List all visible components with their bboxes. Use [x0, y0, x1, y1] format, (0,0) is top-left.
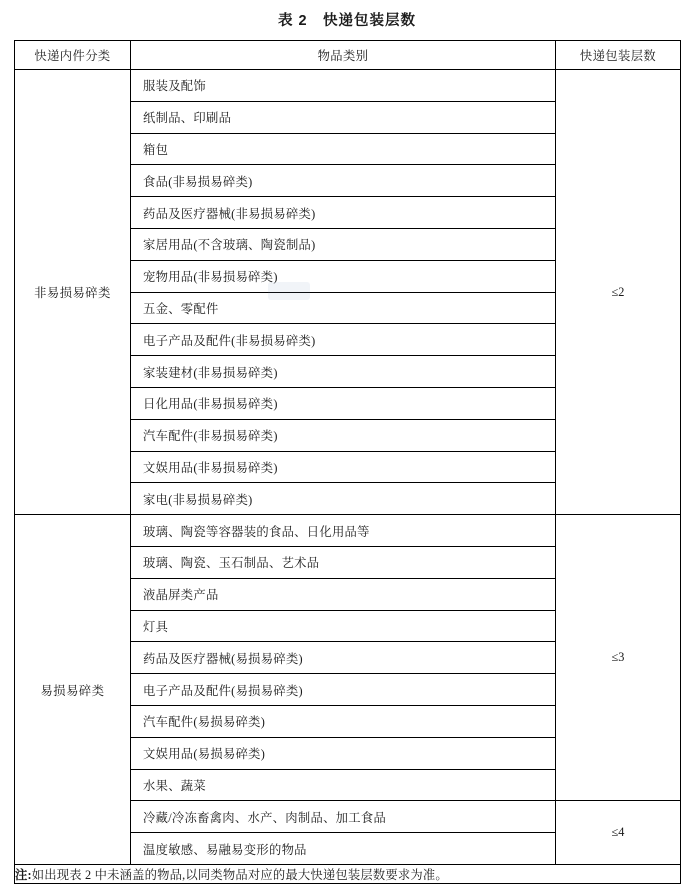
item-label: 服装及配饰 — [131, 70, 555, 101]
category-cell-fragile: 易损易碎类 — [15, 515, 131, 865]
items-list-fragile-3 — [131, 515, 555, 800]
table-row — [15, 515, 681, 801]
item-label: 文娱用品(易损易碎类) — [131, 737, 555, 769]
item-label: 宠物用品(非易损易碎类) — [131, 260, 555, 292]
item-label: 汽车配件(非易损易碎类) — [131, 419, 555, 451]
list-item — [131, 260, 555, 292]
table-header-row — [15, 41, 681, 70]
list-item — [131, 228, 555, 260]
item-label: 家电(非易损易碎类) — [143, 492, 253, 507]
list-item — [131, 101, 555, 133]
table-title: 表 2 快递包装层数 — [277, 13, 417, 29]
items-list-nonfragile — [131, 70, 555, 514]
list-item — [131, 292, 555, 324]
item-label: 药品及医疗器械(非易损易碎类) — [131, 197, 555, 229]
list-item — [131, 387, 555, 419]
layers-cell-fragile-4: ≤4 — [556, 801, 681, 865]
table-note-row — [15, 864, 681, 883]
list-item — [131, 705, 555, 737]
list-item — [131, 833, 555, 864]
list-item — [131, 451, 555, 483]
list-item — [131, 419, 555, 451]
item-label: 电子产品及配件(非易损易碎类) — [131, 324, 555, 356]
item-label: 冷藏/冷冻畜禽肉、水产、肉制品、加工食品 — [131, 801, 555, 832]
list-item — [131, 70, 555, 101]
items-cell-fragile-3 — [131, 515, 556, 801]
item-label: 家居用品(不含玻璃、陶瓷制品) — [131, 228, 555, 260]
list-item — [131, 197, 555, 229]
items-cell-nonfragile — [131, 70, 556, 515]
category-cell-nonfragile: 非易损易碎类 — [15, 70, 131, 515]
item-label: 药品及医疗器械(易损易碎类) — [131, 642, 555, 674]
item-label: 五金、零配件 — [131, 292, 555, 324]
layers-cell-nonfragile: ≤2 — [556, 70, 681, 515]
list-item — [131, 483, 555, 514]
item-label: 食品(非易损易碎类) — [131, 165, 555, 197]
list-item — [131, 642, 555, 674]
list-item — [131, 165, 555, 197]
item-label: 箱包 — [131, 133, 555, 165]
list-item — [131, 737, 555, 769]
list-item — [131, 769, 555, 800]
header-category: 快递内件分类 — [15, 41, 131, 70]
item-label: 家装建材(非易损易碎类) — [131, 356, 555, 388]
header-item-type: 物品类别 — [131, 41, 556, 70]
list-item — [131, 324, 555, 356]
list-item — [131, 610, 555, 642]
item-label: 日化用品(非易损易碎类) — [131, 387, 555, 419]
list-item — [131, 674, 555, 706]
list-item — [131, 578, 555, 610]
table-wrapper — [0, 40, 694, 884]
item-label: 水果、蔬菜 — [143, 778, 206, 793]
item-label: 玻璃、陶瓷等容器装的食品、日化用品等 — [131, 515, 555, 546]
item-label: 玻璃、陶瓷、玉石制品、艺术品 — [131, 546, 555, 578]
table-note — [15, 864, 681, 883]
note-text: 如出现表 2 中未涵盖的物品,以同类物品对应的最大快递包装层数要求为准。 — [31, 867, 448, 882]
item-label: 灯具 — [131, 610, 555, 642]
item-label: 汽车配件(易损易碎类) — [131, 705, 555, 737]
packaging-layers-table — [14, 40, 681, 884]
list-item — [131, 133, 555, 165]
note-label: 注: — [15, 867, 32, 882]
header-layers: 快递包装层数 — [556, 41, 681, 70]
items-list-fragile-4 — [131, 801, 555, 864]
list-item — [131, 801, 555, 832]
table-row — [15, 70, 681, 515]
item-label: 液晶屏类产品 — [131, 578, 555, 610]
item-label: 文娱用品(非易损易碎类) — [131, 451, 555, 483]
item-label: 纸制品、印刷品 — [131, 101, 555, 133]
item-label: 温度敏感、易融易变形的物品 — [143, 842, 307, 857]
layers-cell-fragile-3: ≤3 — [556, 515, 681, 801]
item-label: 电子产品及配件(易损易碎类) — [131, 674, 555, 706]
list-item — [131, 546, 555, 578]
items-cell-fragile-4 — [131, 801, 556, 865]
list-item — [131, 356, 555, 388]
list-item — [131, 515, 555, 546]
